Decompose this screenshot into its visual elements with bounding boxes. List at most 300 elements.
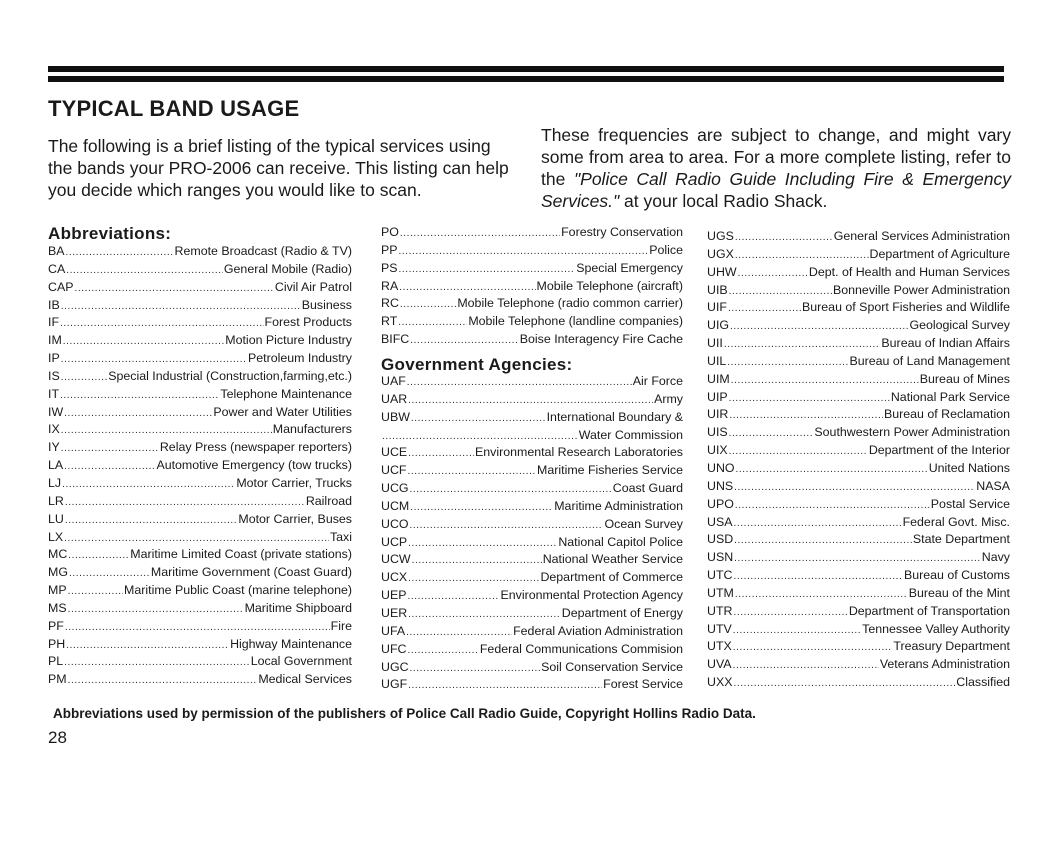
list-item [707,460,1010,478]
abbreviation-description: Department of Agriculture [869,246,1010,261]
abbreviation-description: Veterans Administration [879,657,1010,672]
abbreviation-description: United Nations [928,460,1010,475]
abbreviation-description: Postal Service [930,496,1010,511]
list-item [381,641,683,659]
abbreviation-description: State Department [912,532,1010,547]
abbreviation-code: LU [48,511,64,526]
dot-leader [727,354,848,372]
abbreviation-description: Dept. of Health and Human Services [808,264,1010,279]
abbreviation-description: Boise Interagency Fire Cache [519,332,683,347]
abbreviation-description: Remote Broadcast (Radio & TV) [174,244,352,258]
dot-leader [399,261,576,279]
abbreviation-code: UAR [381,391,408,406]
abbreviation-description: Railroad [305,493,352,508]
list-item [707,335,1010,353]
abbreviation-code: UIP [707,389,728,404]
list-item [707,549,1010,567]
dot-leader [61,422,272,440]
abbreviation-description: General Mobile (Radio) [223,261,352,276]
list-item [48,493,352,511]
abbreviation-description: Bureau of Indian Affairs [881,336,1010,351]
abbreviation-description: Special Industrial (Construction,farming,etc.) [108,368,352,383]
dot-leader [65,619,330,637]
dot-leader [729,443,868,461]
abbreviation-code: IS [48,368,60,383]
list-item [381,224,683,242]
list-item [381,551,683,569]
abbreviation-code: PF [48,618,64,633]
list-item [381,373,683,391]
abbreviation-description: International Boundary & [546,409,683,424]
dot-leader [735,586,908,604]
abbreviation-description: Mobile Telephone (landline companies) [468,314,683,329]
dot-leader [400,225,560,243]
abbreviation-code: LX [48,529,64,544]
dot-leader [734,532,912,550]
abbreviation-description: Federal Communications Commision [479,641,683,656]
list-item [381,480,683,498]
abbreviations-heading: Abbreviations: [48,224,172,243]
abbreviation-code: UIS [707,425,728,440]
dot-leader [733,675,955,693]
list-item [707,656,1010,674]
dot-leader [407,642,478,660]
dot-leader [61,351,247,369]
abbreviations-list [48,243,352,689]
list-item [381,313,683,331]
abbreviation-code: UTM [707,585,734,600]
abbreviation-description: Manufacturers [272,422,352,437]
list-item [381,676,683,694]
abbreviation-description: Treasury Department [893,639,1010,654]
abbreviation-code: BIFC [381,332,410,347]
abbreviation-code: CAP [48,279,74,294]
abbreviation-code: UIF [707,300,727,315]
abbreviation-description: Geological Survey [909,318,1010,333]
abbreviation-description: Civil Air Patrol [274,279,352,294]
abbreviation-code: USD [707,532,734,547]
abbreviation-code: RA [381,278,399,293]
abbreviation-code: IP [48,351,60,366]
abbreviation-description: Army [654,391,683,406]
abbreviation-description: Maritime Administration [554,498,683,513]
page-number: 28 [48,728,67,747]
dot-leader [399,243,649,261]
abbreviation-description: Power and Water Utilities [213,404,352,419]
abbreviation-description: Southwestern Power Administration [814,425,1010,440]
abbreviation-code: UTC [707,568,733,583]
abbreviation-code: PS [381,260,398,275]
dot-leader [411,410,546,428]
abbreviation-code: UIR [707,407,729,422]
list-item [381,260,683,278]
list-item [381,659,683,677]
dot-leader [64,405,212,423]
list-item [381,331,683,349]
list-item [48,261,352,279]
abbreviation-description: Motor Carrier, Trucks [236,475,352,490]
abbreviation-description: Forest Service [603,677,683,692]
dot-leader [733,515,901,533]
list-item [707,674,1010,692]
dot-leader [729,283,832,301]
abbreviation-description: Relay Press (newspaper reporters) [159,440,352,455]
list-item [707,621,1010,639]
list-item [707,317,1010,335]
abbreviation-description: Motion Picture Industry [225,333,352,348]
dot-leader [408,570,539,588]
abbreviation-description: National Park Service [890,389,1010,404]
abbreviation-code: UTR [707,603,733,618]
abbreviation-code: PO [381,225,399,239]
abbreviation-code: PM [48,672,67,687]
abbreviation-code: UNO [707,460,735,475]
dot-leader [408,445,474,463]
abbreviation-code: UTX [707,639,732,654]
abbreviation-description: Forest Products [264,315,352,330]
list-item [707,389,1010,407]
abbreviation-description: Tennessee Valley Authority [862,621,1010,636]
dot-leader [729,425,814,443]
dot-leader [735,497,930,515]
list-item [381,444,683,462]
dot-leader [735,247,869,265]
abbreviation-description: Bureau of the Mint [908,585,1010,600]
abbreviation-description: Federal Govt. Misc. [902,514,1010,529]
list-item [48,279,352,297]
list-item [48,636,352,654]
abbreviation-description: Maritime Fisheries Service [537,463,683,478]
header-rule-secondary [48,76,1004,82]
dot-leader [60,315,264,333]
intro-right-text-1: These frequencies are subject to change, and might vary some from area to area. For a more complete listing, refer to the [541,125,1011,189]
dot-leader [734,550,981,568]
list-item [707,299,1010,317]
abbreviation-description: Medical Services [258,672,352,687]
abbreviation-description: National Weather Service [542,552,683,567]
abbreviation-code: IF [48,315,60,330]
list-item [48,368,352,386]
abbreviation-code: LJ [48,475,62,490]
list-item [48,243,352,261]
dot-leader [408,677,602,695]
abbreviation-code: BA [48,244,65,258]
list-item [48,332,352,350]
dot-leader [408,535,557,553]
dot-leader [410,332,519,350]
dot-leader [64,654,250,672]
dot-leader [733,568,902,586]
list-item [48,297,352,315]
page-title: TYPICAL BAND USAGE [48,96,300,121]
dot-leader [407,588,499,606]
list-item [48,314,352,332]
dot-leader [736,461,928,479]
dot-leader [410,481,612,499]
abbreviation-code: UGF [381,677,408,692]
abbreviation-description: Maritime Public Coast (marine telephone) [124,583,352,598]
abbreviation-code: UFA [381,623,406,638]
dot-leader [729,407,883,425]
abbreviation-code: UXX [707,675,733,690]
list-item [707,496,1010,514]
abbreviation-code: MG [48,565,68,580]
abbreviation-code: UFC [381,641,407,656]
dot-leader [69,565,150,583]
abbreviation-description: Telephone Maintenance [220,386,352,401]
dot-leader [63,333,225,351]
abbreviation-description: Maritime Shipboard [244,600,352,615]
list-item [707,585,1010,603]
list-item [707,531,1010,549]
abbreviation-code: UCM [381,498,410,513]
abbreviation-description: Department of Commerce [540,570,683,585]
abbreviation-description: NASA [976,478,1010,493]
abbreviation-code: PL [48,654,64,669]
abbreviation-description: Police [649,242,683,257]
list-item [381,623,683,641]
dot-leader [733,657,879,675]
abbreviation-description: Bureau of Land Management [849,353,1010,368]
abbreviation-code: PH [48,636,66,651]
government-agencies-list [381,373,683,694]
list-item [48,564,352,582]
abbreviation-description: Mobile Telephone (aircraft) [536,278,683,293]
abbreviation-code: IM [48,333,62,348]
abbreviation-description: Soil Conservation Service [541,659,683,674]
abbreviation-description: Business [301,297,352,312]
dot-leader [61,369,107,387]
list-item [48,475,352,493]
abbreviation-code: UCW [381,552,411,567]
abbreviation-code: UTV [707,621,732,636]
list-item [48,618,352,636]
dot-leader [64,530,329,548]
dot-leader [407,463,536,481]
list-item [381,242,683,260]
dot-leader [733,604,847,622]
list-item [381,427,683,445]
dot-leader [68,601,244,619]
intro-paragraph-left: The following is a brief listing of the typical services using the bands your PRO-2006 can receive. This listing can help you decide which ranges you would like to scan. [48,136,509,200]
dot-leader [61,298,301,316]
abbreviation-description: Water Commission [578,427,683,442]
dot-leader [65,494,305,512]
list-item [381,569,683,587]
list-item [381,534,683,552]
abbreviation-code: LA [48,458,64,473]
dot-leader [724,336,881,354]
list-item [381,391,683,409]
list-item [707,406,1010,424]
abbreviation-code: IW [48,404,64,419]
abbreviation-code: UNS [707,478,734,493]
list-item [707,228,1010,246]
intro-right-guide-title: "Police Call Radio Guide Including Fire & Emergency Services." [541,169,1011,211]
list-item [707,478,1010,496]
government-agencies-list-continued [707,228,1010,692]
abbreviation-code: IY [48,440,60,455]
list-item [707,567,1010,585]
abbreviation-code: UIM [707,371,730,386]
list-item [48,404,352,422]
dot-leader [733,622,861,640]
dot-leader [729,390,890,408]
dot-leader [733,639,893,657]
dot-leader [74,280,273,298]
list-item [48,546,352,564]
abbreviation-description: Automotive Emergency (tow trucks) [156,458,352,473]
dot-leader [728,300,801,318]
abbreviation-description: Department of Transportation [848,603,1010,618]
list-item [707,353,1010,371]
dot-leader [382,428,578,446]
dot-leader [66,637,229,655]
abbreviation-code: RC [381,296,399,311]
list-item [707,264,1010,282]
list-item [48,457,352,475]
abbreviation-description: Bureau of Customs [903,568,1010,583]
abbreviation-code: UGS [707,229,734,243]
list-item [48,653,352,671]
abbreviation-description: Bonneville Power Administration [832,282,1010,297]
dot-leader [68,583,123,601]
abbreviation-description: Forestry Conservation [561,225,683,239]
list-item [707,371,1010,389]
dot-leader [410,660,541,678]
dot-leader [68,672,258,690]
abbreviation-description: Environmental Research Laboratories [475,445,683,460]
list-item [707,638,1010,656]
list-item [707,442,1010,460]
abbreviation-code: UGX [707,246,734,261]
abbreviation-description: Mobile Telephone (radio common carrier) [457,296,683,311]
abbreviation-description: Classified [956,675,1010,690]
abbreviation-code: MS [48,600,67,615]
list-item [707,514,1010,532]
list-item [48,582,352,600]
government-agencies-heading: Government Agencies: [381,355,573,374]
list-item [707,424,1010,442]
list-item [707,282,1010,300]
dot-leader [408,606,561,624]
list-item [48,421,352,439]
abbreviation-code: UAF [381,374,406,388]
dot-leader [408,392,653,410]
abbreviation-code: UII [707,336,723,351]
dot-leader [66,262,223,280]
abbreviation-description: Coast Guard [612,481,683,496]
abbreviation-code: IB [48,297,60,312]
abbreviation-code: UCO [381,516,409,531]
abbreviation-code: IT [48,386,60,401]
abbreviation-code: UCX [381,570,408,585]
abbreviation-code: UIX [707,443,728,458]
abbreviation-description: Department of the Interior [868,443,1010,458]
abbreviation-code: CA [48,261,66,276]
abbreviation-code: UER [381,605,408,620]
abbreviation-description: Maritime Government (Coast Guard) [150,565,352,580]
abbreviation-code: UIL [707,353,727,368]
dot-leader [730,318,908,336]
abbreviation-code: UVA [707,657,732,672]
list-item [381,278,683,296]
list-item [48,511,352,529]
abbreviation-code: PP [381,242,398,257]
abbreviation-code: UHW [707,264,737,279]
abbreviation-code: UCP [381,534,408,549]
list-item [48,386,352,404]
list-item [381,462,683,480]
dot-leader [407,374,632,392]
dot-leader [406,624,512,642]
intro-right-text-2: at your local Radio Shack. [619,191,828,211]
dot-leader [66,244,174,262]
dot-leader [410,517,604,535]
abbreviation-code: USA [707,514,733,529]
abbreviation-description: Environmental Protection Agency [500,588,683,603]
list-item [48,439,352,457]
dot-leader [731,372,919,390]
list-item [381,605,683,623]
abbreviation-description: Local Government [250,654,352,669]
dot-leader [735,229,833,247]
dot-leader [68,547,129,565]
dot-leader [400,296,456,314]
abbreviation-code: UCF [381,463,407,478]
header-rule [48,66,1004,72]
abbreviation-code: UEP [381,588,407,603]
abbreviation-description: Bureau of Sport Fisheries and Wildlife [802,300,1010,315]
abbreviation-description: Maritime Limited Coast (private stations) [130,547,352,562]
abbreviation-description: Navy [981,550,1010,565]
list-item [48,350,352,368]
abbreviation-description: Highway Maintenance [230,636,352,651]
dot-leader [399,279,535,297]
dot-leader [734,479,975,497]
abbreviation-description: National Capitol Police [558,534,683,549]
dot-leader [412,552,542,570]
dot-leader [410,499,553,517]
dot-leader [64,458,155,476]
abbreviation-description: Air Force [632,374,683,388]
abbreviation-description: Federal Aviation Administration [513,623,683,638]
abbreviation-code: UCE [381,445,408,460]
abbreviation-code: RT [381,314,398,329]
dot-leader [738,265,808,283]
abbreviation-description: Bureau of Mines [919,371,1010,386]
services-list-continued [381,224,683,349]
abbreviation-description: Special Emergency [576,260,683,275]
abbreviation-code: LR [48,493,64,508]
abbreviation-code: UGC [381,659,409,674]
list-item [381,295,683,313]
abbreviation-description: Fire [330,618,352,633]
abbreviation-code: USN [707,550,734,565]
list-item [48,671,352,689]
abbreviation-description: Taxi [329,529,352,544]
dot-leader [398,314,467,332]
dot-leader [60,387,219,405]
list-item [707,246,1010,264]
abbreviation-description: Bureau of Reclamation [883,407,1010,422]
abbreviation-description: Motor Carrier, Buses [238,511,352,526]
abbreviation-code: MP [48,583,67,598]
abbreviation-code: UCG [381,481,409,496]
abbreviation-description: General Services Administration [833,229,1010,243]
list-item [48,600,352,618]
dot-leader [61,440,159,458]
